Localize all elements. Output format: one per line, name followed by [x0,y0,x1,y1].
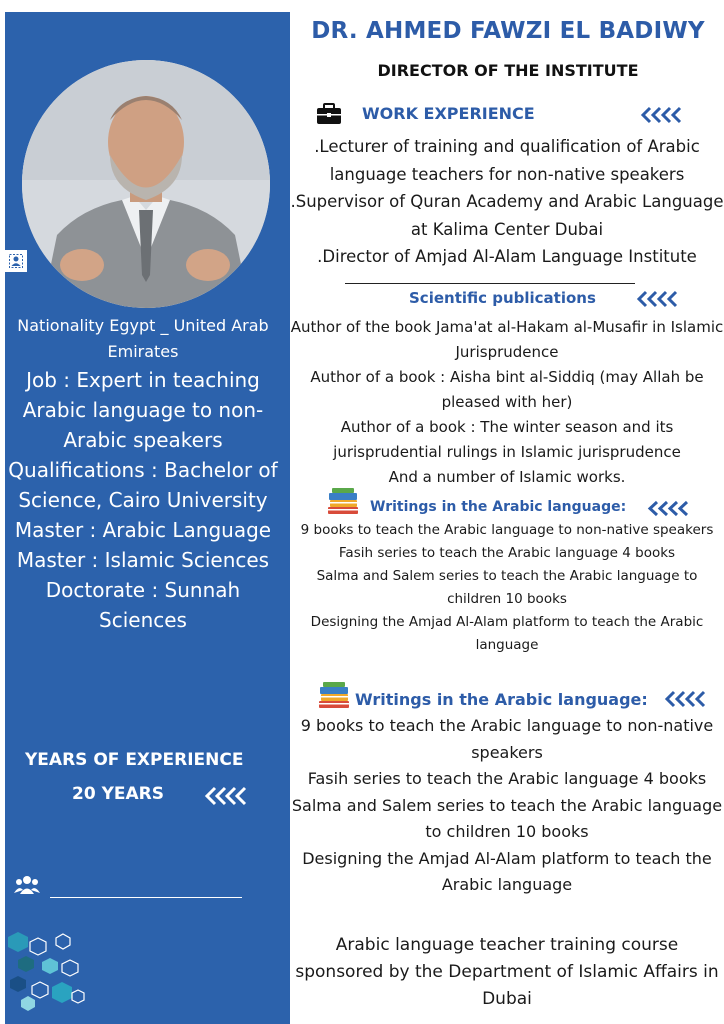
qualifications-list [8,365,278,635]
years-of-experience-value: 20 YEARS [72,784,164,804]
writing-item: Fasih series to teach the Arabic language 4 books [338,545,676,561]
writings-title: Writings in the Arabic language: [370,499,627,515]
years-of-experience-label: YEARS OF EXPERIENCE [25,750,244,770]
work-item: .Lecturer of training and qualification of Arabic language teachers for non-native speakers [314,137,700,184]
job-text: Job : Expert in teaching Arabic language to non-Arabic speakers [22,368,264,452]
bachelor-text: Qualifications : Bachelor of Science, Cairo University [8,458,278,512]
chevrons-left-icon [646,500,690,517]
master-arabic-text: Master : Arabic Language [14,518,272,542]
writings-list [290,519,724,657]
doctorate-text: Doctorate : Sunnah Sciences [45,578,241,632]
publications-title: Scientific publications [409,289,596,307]
hexagon-decoration [8,930,88,1015]
publication-item: Author of a book : The winter season and its jurisprudential rulings in Islamic jurisprudence [333,418,681,461]
writings-title: Writings in the Arabic language: [355,690,648,709]
contact-card-icon [5,250,27,272]
people-icon [14,875,40,895]
portrait-illustration [22,60,270,308]
work-item: .Supervisor of Quran Academy and Arabic Language at Kalima Center Dubai [290,192,724,239]
signature-line [50,897,242,898]
books-icon [326,487,360,515]
writing-item: Fasih series to teach the Arabic language 4 books [307,769,707,788]
publication-item: And a number of Islamic works. [388,468,626,486]
writing-item: 9 books to teach the Arabic language to non-native speakers [300,716,714,762]
chevrons-left-icon [203,786,249,806]
work-item: .Director of Amjad Al-Alam Language Institute [317,247,697,266]
chevrons-left-icon [638,106,684,124]
publications-list [290,315,724,490]
chevrons-left-icon [662,690,708,708]
publication-item: Author of the book Jama'at al-Hakam al-Musafir in Islamic Jurisprudence [290,318,724,361]
chevrons-left-icon [634,290,680,308]
section-divider [345,283,635,284]
writing-item: 9 books to teach the Arabic language to non-native speakers [300,522,714,538]
profile-photo [22,60,270,308]
briefcase-icon [316,103,342,125]
master-islamic-text: Master : Islamic Sciences [16,548,270,572]
writing-item: Salma and Salem series to teach the Arabic language to children 10 books [316,568,698,607]
work-experience-list [290,133,724,271]
person-name: DR. AHMED FAWZI EL BADIWY [311,18,705,44]
writing-item: Salma and Salem series to teach the Arabic language to children 10 books [291,795,723,841]
person-role: DIRECTOR OF THE INSTITUTE [377,61,639,80]
nationality-text: Nationality Egypt _ United Arab Emirates [17,316,269,361]
writings-list [290,713,724,899]
training-course-text: Arabic language teacher training course sponsored by the Department of Islamic Affairs in Dubai [295,935,719,1009]
books-icon [317,681,351,709]
work-experience-title: WORK EXPERIENCE [362,104,535,123]
writing-item: Designing the Amjad Al-Alam platform to teach the Arabic language [302,848,712,894]
publication-item: Author of a book : Aisha bint al-Siddiq (may Allah be pleased with her) [310,368,704,411]
writing-item: Designing the Amjad Al-Alam platform to teach the Arabic language [310,614,704,653]
